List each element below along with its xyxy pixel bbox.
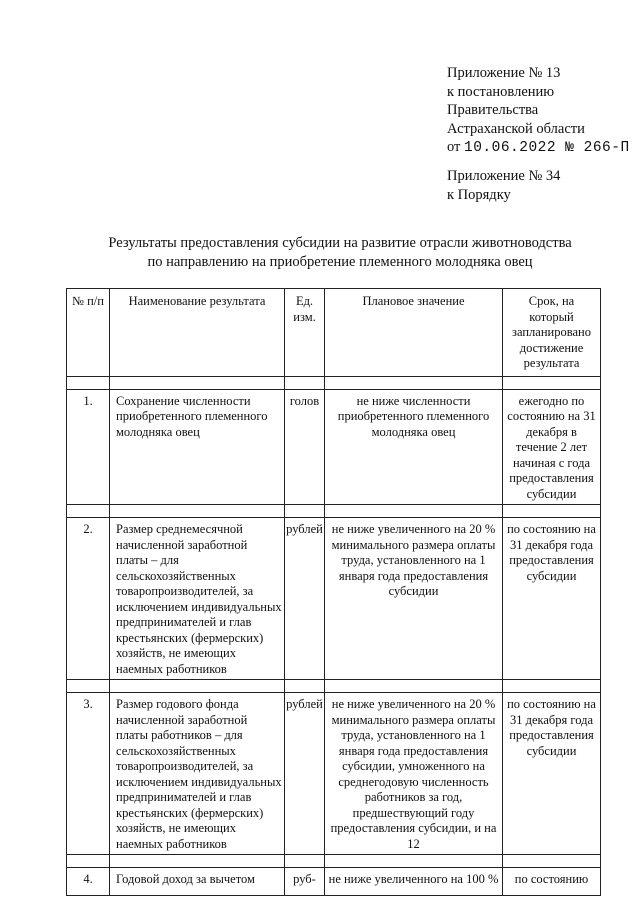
- table-row: [67, 693, 601, 855]
- number-sign: №: [556, 140, 584, 156]
- appendix-main-line4: Астраханской области: [447, 120, 585, 137]
- appendix-main-header: [447, 64, 630, 158]
- table-row: [67, 389, 601, 505]
- header-name: Наименование результата: [110, 289, 285, 377]
- date-prefix: от: [447, 139, 465, 155]
- title-line1: Результаты предоставления субсидии на развитие отрасли животноводства: [108, 235, 572, 251]
- table-spacer: [67, 505, 601, 518]
- row-unit: голов: [285, 389, 325, 505]
- header-term: Срок, на который запланировано достижение результата: [503, 289, 601, 377]
- row-unit: рублей: [285, 518, 325, 680]
- row-name: Размер среднемесячной начисленной заработной платы – для сельскохозяйственных товаропроизводителей, за исключением индивидуальных предпринимателей и глав крестьянских (фермерских) хозяйств, не имеющих наемных работников: [110, 518, 285, 680]
- row-plan: не ниже увеличенного на 20 % минимального размера оплаты труда, установленного на 1 января года предоставления субсидии, умноженного на среднегодовую численность работников за год, предшествующий году предоставления субсидии, и на 12: [325, 693, 503, 855]
- row-num: 4.: [67, 868, 110, 896]
- table-row: [67, 518, 601, 680]
- row-term: по состоянию: [503, 868, 601, 896]
- document-title: [60, 234, 620, 272]
- table-header-row: [67, 289, 601, 377]
- row-term: ежегодно по состоянию на 31 декабря в течение 2 лет начиная с года предоставления субсидии: [503, 389, 601, 505]
- row-num: 3.: [67, 693, 110, 855]
- row-plan: не ниже увеличенного на 100 %: [325, 868, 503, 896]
- row-plan: не ниже численности приобретенного племенного молодняка овец: [325, 389, 503, 505]
- row-num: 1.: [67, 389, 110, 505]
- row-num: 2.: [67, 518, 110, 680]
- row-term: по состоянию на 31 декабря года предоставления субсидии: [503, 693, 601, 855]
- appendix-main-line3: Правительства: [447, 102, 539, 118]
- table-row: [67, 868, 601, 896]
- table-spacer: [67, 855, 601, 868]
- row-name: Годовой доход за вычетом: [110, 868, 285, 896]
- results-table: [66, 288, 601, 896]
- row-name: Сохранение численности приобретенного племенного молодняка овец: [110, 389, 285, 505]
- appendix-sub-line2: к Порядку: [447, 186, 511, 203]
- table-spacer: [67, 376, 601, 389]
- row-plan: не ниже увеличенного на 20 % минимального размера оплаты труда, установленного на 1 января года предоставления субсидии: [325, 518, 503, 680]
- header-num: № п/п: [67, 289, 110, 377]
- title-line2: по направлению на приобретение племенного молодняка овец: [147, 254, 533, 270]
- appendix-sub-header: [447, 167, 560, 204]
- table-spacer: [67, 680, 601, 693]
- row-name: Размер годового фонда начисленной заработной платы работников – для сельскохозяйственных товаропроизводителей, за исключением индивидуальных предпринимателей и глав крестьянских (фермерских) хозяйств, не имеющих наемных работников: [110, 693, 285, 855]
- row-unit: рублей: [285, 693, 325, 855]
- appendix-sub-line1: Приложение № 34: [447, 168, 561, 184]
- row-term: по состоянию на 31 декабря года предоставления субсидии: [503, 518, 601, 680]
- appendix-main-date-line: [447, 138, 630, 158]
- header-unit: Ед. изм.: [285, 289, 325, 377]
- header-plan: Плановое значение: [325, 289, 503, 377]
- resolution-date: 10.06.2022: [464, 140, 557, 156]
- row-unit: руб-: [285, 868, 325, 896]
- appendix-main-line2: к постановлению: [447, 83, 555, 100]
- resolution-number: 266-П: [583, 140, 630, 156]
- appendix-main-line1: Приложение № 13: [447, 65, 561, 81]
